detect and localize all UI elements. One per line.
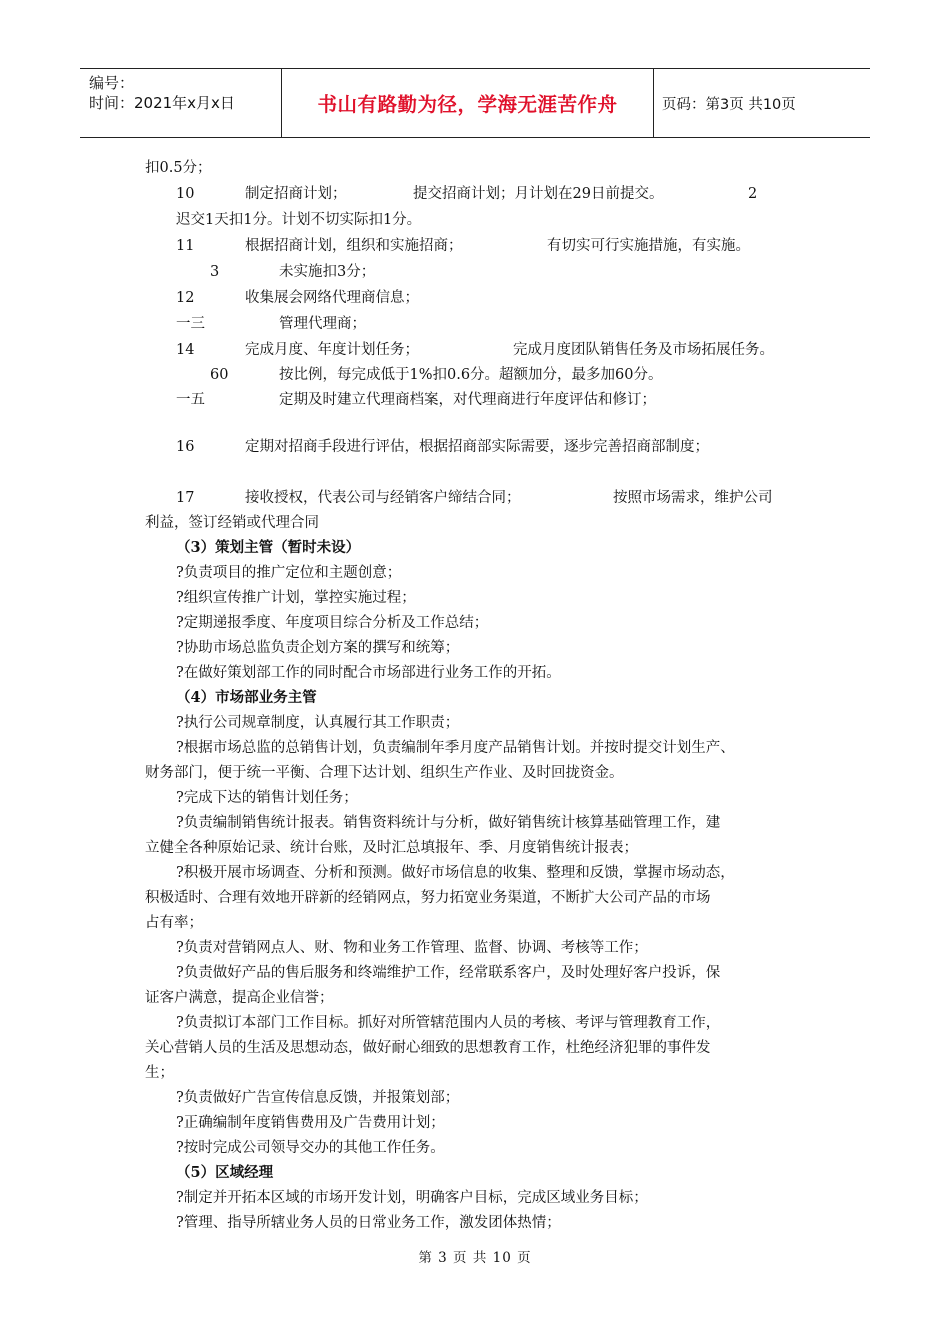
text-line: 占有率； xyxy=(145,915,203,931)
text-line: 证客户满意，提高企业信誉； xyxy=(145,990,334,1006)
item-task: 管理代理商； xyxy=(279,316,366,332)
bullet-item: ?负责拟订本部门工作目标。抓好对所管辖范围内人员的考核、考评与管理教育工作， xyxy=(176,1015,721,1031)
item-number: 一三 xyxy=(176,316,205,332)
bullet-item: ?根据市场总监的总销售计划，负责编制年季月度产品销售计划。并按时提交计划生产、 xyxy=(176,740,735,756)
bullet-item: ?按时完成公司领导交办的其他工作任务。 xyxy=(176,1140,445,1156)
text-line: 利益，签订经销或代理合同 xyxy=(145,515,319,531)
bullet-item: ?在做好策划部工作的同时配合市场部进行业务工作的开拓。 xyxy=(176,665,561,681)
item-task: 收集展会网络代理商信息； xyxy=(245,290,419,306)
bullet-item: ?积极开展市场调查、分析和预测。做好市场信息的收集、整理和反馈，掌握市场动态， xyxy=(176,865,735,881)
item-rule: 未实施扣3分； xyxy=(279,264,376,280)
item-score: 60 xyxy=(210,367,229,383)
bullet-item: ?负责编制销售统计报表。销售资料统计与分析，做好销售统计核算基础管理工作，建 xyxy=(176,815,721,831)
item-task: 定期对招商手段进行评估，根据招商部实际需要，逐步完善招商部制度； xyxy=(245,439,709,455)
number-label: 编号： xyxy=(89,74,135,92)
item-task: 定期及时建立代理商档案，对代理商进行年度评估和修订； xyxy=(279,392,656,408)
bullet-item: ?负责项目的推广定位和主题创意； xyxy=(176,565,402,581)
section-heading: （3）策划主管（暂时未设） xyxy=(176,539,361,556)
header-motto: 书山有路勤为径，学海无涯苦作舟 xyxy=(282,69,654,137)
date-label: 时间：2021年x月x日 xyxy=(89,94,235,112)
item-score: 2 xyxy=(748,186,758,202)
bullet-item: ?正确编制年度销售费用及广告费用计划； xyxy=(176,1115,445,1131)
section-heading: （4）市场部业务主管 xyxy=(176,689,317,706)
item-rule: 按比例，每完成低于1%扣0.6分。超额加分，最多加60分。 xyxy=(279,367,663,383)
text-line: 关心营销人员的生活及思想动态，做好耐心细致的思想教育工作，杜绝经济犯罪的事件发 xyxy=(145,1040,711,1056)
section-heading: （5）区域经理 xyxy=(176,1164,274,1181)
item-number: 一五 xyxy=(176,392,205,408)
item-standard: 按照市场需求，维护公司 xyxy=(613,490,773,506)
item-number: 12 xyxy=(176,290,195,306)
item-standard: 提交招商计划；月计划在29日前提交。 xyxy=(413,186,664,202)
item-number: 11 xyxy=(176,238,195,254)
bullet-item: ?完成下达的销售计划任务； xyxy=(176,790,358,806)
item-task: 制定招商计划； xyxy=(245,186,347,202)
item-number: 16 xyxy=(176,439,195,455)
text-line: 生； xyxy=(145,1065,174,1081)
text-line: 积极适时、合理有效地开辟新的经销网点，努力拓宽业务渠道，不断扩大公司产品的市场 xyxy=(145,890,711,906)
bullet-item: ?管理、指导所辖业务人员的日常业务工作，激发团体热情； xyxy=(176,1215,561,1231)
item-number: 14 xyxy=(176,342,195,358)
bullet-item: ?组织宣传推广计划，掌控实施过程； xyxy=(176,590,416,606)
item-task: 根据招商计划，组织和实施招商； xyxy=(245,238,463,254)
item-number: 10 xyxy=(176,186,195,202)
item-task: 接收授权，代表公司与经销客户缔结合同； xyxy=(245,490,521,506)
bullet-item: ?负责做好产品的售后服务和终端维护工作，经常联系客户，及时处理好客户投诉，保 xyxy=(176,965,721,981)
item-number: 17 xyxy=(176,490,195,506)
item-standard: 完成月度团队销售任务及市场拓展任务。 xyxy=(513,342,774,358)
header-meta xyxy=(80,69,282,137)
bullet-item: ?执行公司规章制度，认真履行其工作职责； xyxy=(176,715,460,731)
text-line: 财务部门，便于统一平衡、合理下达计划、组织生产作业、及时回拢资金。 xyxy=(145,765,624,781)
text-line: 立健全各种原始记录、统计台账，及时汇总填报年、季、月度销售统计报表； xyxy=(145,840,638,856)
item-task: 完成月度、年度计划任务； xyxy=(245,342,419,358)
item-standard: 有切实可行实施措施，有实施。 xyxy=(547,238,750,254)
page-header xyxy=(80,68,870,138)
header-page-label: 页码：第3页 共10页 xyxy=(662,96,796,113)
bullet-item: ?负责对营销网点人、财、物和业务工作管理、监督、协调、考核等工作； xyxy=(176,940,648,956)
bullet-item: ?负责做好广告宣传信息反馈，并报策划部； xyxy=(176,1090,460,1106)
item-score: 3 xyxy=(210,264,220,280)
page-footer: 第 3 页 共 10 页 xyxy=(418,1250,532,1266)
bullet-item: ?制定并开拓本区域的市场开发计划，明确客户目标，完成区域业务目标； xyxy=(176,1190,648,1206)
bullet-item: ?定期递报季度、年度项目综合分析及工作总结； xyxy=(176,615,489,631)
text-line: 扣0.5分； xyxy=(145,160,212,176)
text-line: 迟交1天扣1分。计划不切实际扣1分。 xyxy=(176,212,422,228)
bullet-item: ?协助市场总监负责企划方案的撰写和统筹； xyxy=(176,640,460,656)
